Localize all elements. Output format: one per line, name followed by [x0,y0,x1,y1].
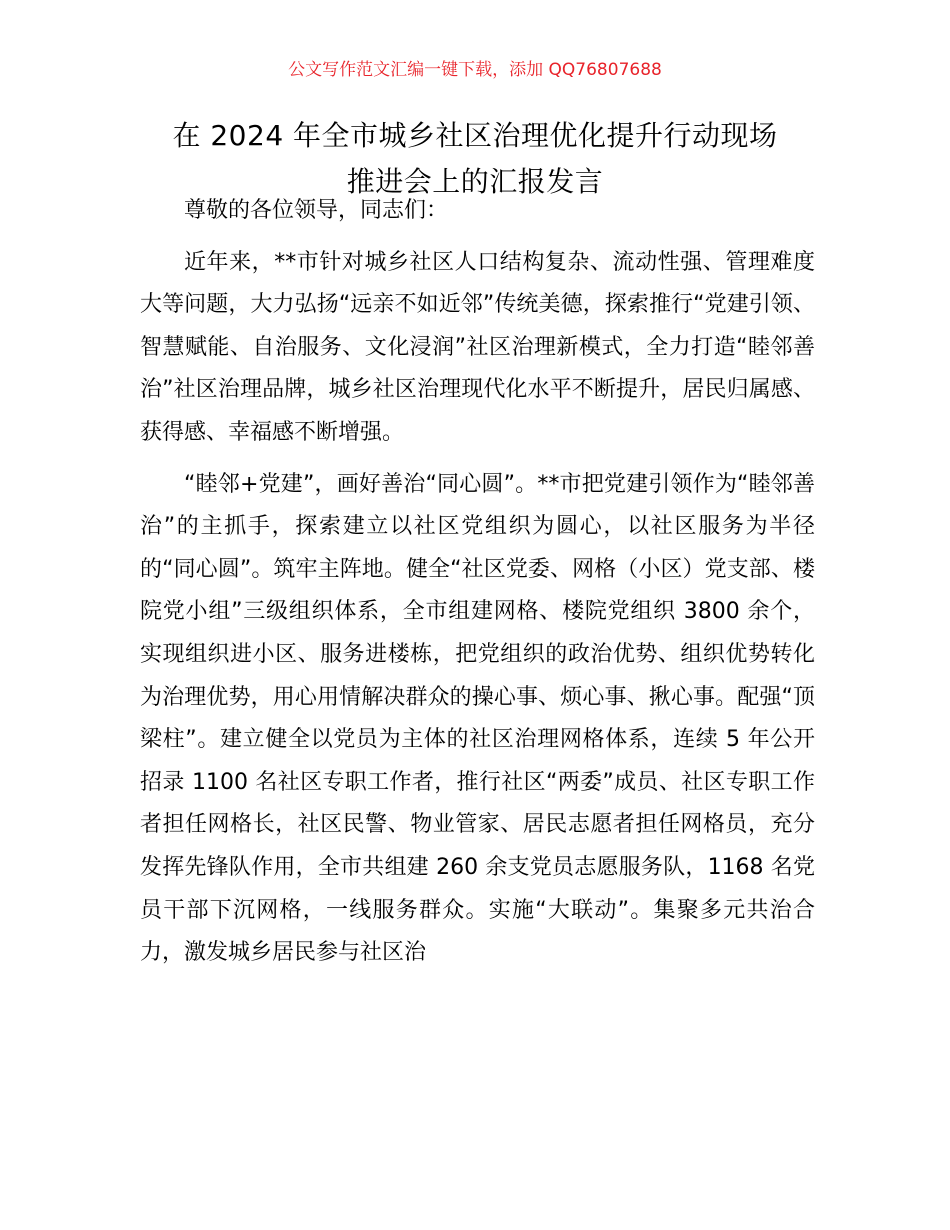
paragraph-2: “睦邻+党建”，画好善治“同心圆”。**市把党建引领作为“睦邻善治”的主抓手，探索建立以社区党组织为圆心，以社区服务为半径的“同心圆”。筑牢主阵地。健全“社区党委、网格（小区）党支部、楼院党小组”三级组织体系，全市组建网格、楼院党组织 3800 余个，实现组织进小区、服务进楼栋，把党组织的政治优势、组织优势转化为治理优势，用心用情解决群众的操心事、烦心事、揪心事。配强“顶梁柱”。建立健全以党员为主体的社区治理网格体系，连续 5 年公开招录 1100 名社区专职工作者，推行社区“两委”成员、社区专职工作者担任网格长，社区民警、物业管家、居民志愿者担任网格员，充分发挥先锋队作用，全市共组建 260 余支党员志愿服务队，1168 名党员干部下沉网格，一线服务群众。实施“大联动”。集聚多元共治合力，激发城乡居民参与社区治 [140,471,815,966]
promo-header: 公文写作范文汇编一键下载，添加 QQ76807688 [288,60,662,80]
title-line-2: 推进会上的汇报发言 [346,165,604,198]
salutation: 尊敬的各位领导，同志们： [184,198,449,223]
paragraph-1: 近年来，**市针对城乡社区人口结构复杂、流动性强、管理难度大等问题，大力弘扬“远亲不如近邻”传统美德，探索推行“党建引领、智慧赋能、自治服务、文化浸润”社区治理新模式，全力打造“睦邻善治”社区治理品牌，城乡社区治理现代化水平不断提升，居民归属感、获得感、幸福感不断增强。 [140,249,815,445]
document-body [140,190,815,984]
title-line-1: 在 2024 年全市城乡社区治理优化提升行动现场 [172,119,778,152]
